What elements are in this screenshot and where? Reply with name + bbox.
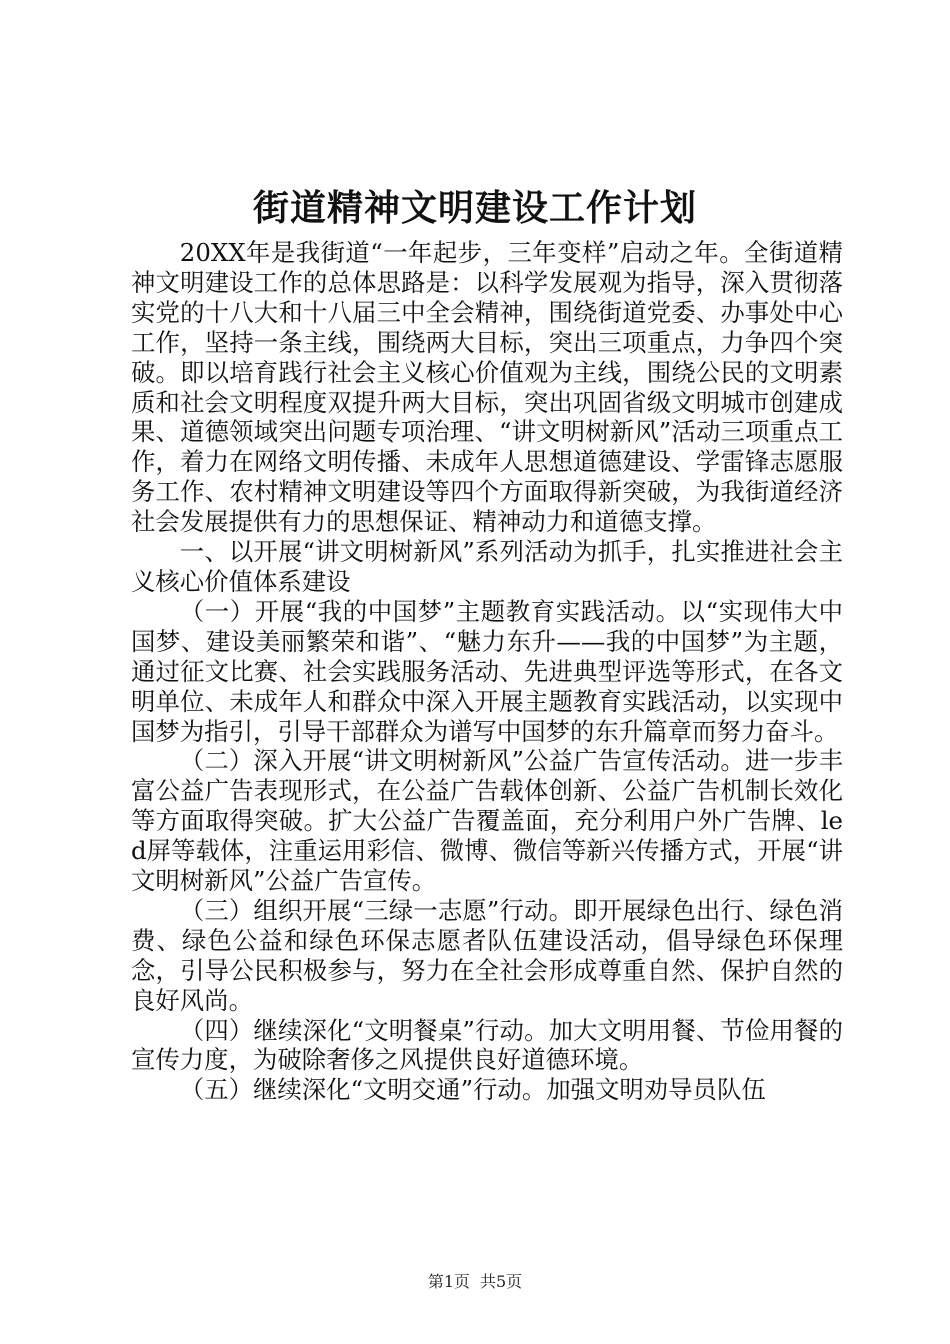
paragraph-item-3: （三）组织开展“三绿一志愿”行动。即开展绿色出行、绿色消费、绿色公益和绿色环保志愿者队伍建设活动，倡导绿色环保理念，引导公民积极参与，努力在全社会形成尊重自然、保护自然的良好风尚。 bbox=[131, 895, 843, 1015]
document-body bbox=[131, 238, 843, 1105]
document-title: 街道精神文明建设工作计划 bbox=[252, 188, 697, 229]
section-heading-1: 一、以开展“讲文明树新风”系列活动为抓手，扎实推进社会主义核心价值体系建设 bbox=[131, 537, 843, 596]
paragraph-item-2: （二）深入开展“讲文明树新风”公益广告宣传活动。进一步丰富公益广告表现形式，在公益广告载体创新、公益广告机制长效化等方面取得突破。扩大公益广告覆盖面，充分利用户外广告牌、led屏等载体，注重运用彩信、微博、微信等新兴传播方式，开展“讲文明树新风”公益广告宣传。 bbox=[131, 746, 843, 896]
paragraph-item-1: （一）开展“我的中国梦”主题教育实践活动。以“实现伟大中国梦、建设美丽繁荣和谐”、“魅力东升——我的中国梦”为主题，通过征文比赛、社会实践服务活动、先进典型评选等形式，在各文明单位、未成年人和群众中深入开展主题教育实践活动，以实现中国梦为指引，引导干部群众为谱写中国梦的东升篇章而努力奋斗。 bbox=[131, 596, 843, 746]
paragraph-item-5: （五）继续深化“文明交通”行动。加强文明劝导员队伍 bbox=[179, 1075, 766, 1105]
page-total: 共5页 bbox=[480, 1272, 523, 1291]
paragraph-item-4: （四）继续深化“文明餐桌”行动。加大文明用餐、节俭用餐的宣传力度，为破除奢侈之风提供良好道德环境。 bbox=[131, 1015, 843, 1075]
paragraph-intro: 20XX年是我街道“一年起步，三年变样”启动之年。全街道精神文明建设工作的总体思路是：以科学发展观为指导，深入贯彻落实党的十八大和十八届三中全会精神，围绕街道党委、办事处中心工作，坚持一条主线，围绕两大目标，突出三项重点，力争四个突破。即以培育践行社会主义核心价值观为主线，围绕公民的文明素质和社会文明程度双提升两大目标，突出巩固省级文明城市创建成果、道德领域突出问题专项治理、“讲文明树新风”活动三项重点工作，着力在网络文明传播、未成年人思想道德建设、学雷锋志愿服务工作、农村精神文明建设等四个方面取得新突破，为我街道经济社会发展提供有力的思想保证、精神动力和道德支撑。 bbox=[131, 238, 843, 537]
page-footer bbox=[0, 1272, 950, 1292]
page-number: 第1页 bbox=[427, 1272, 470, 1291]
